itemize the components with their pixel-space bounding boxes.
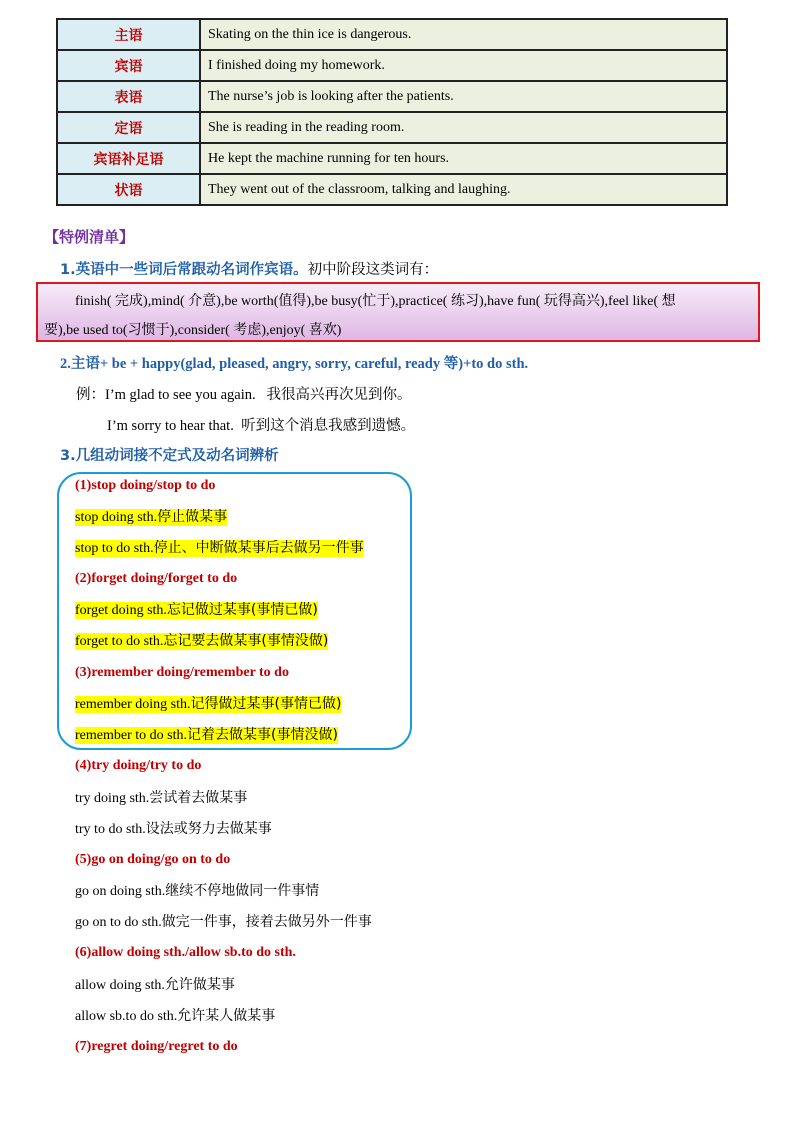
example-cell: I finished doing my homework. (200, 50, 727, 81)
line-en: go on to do sth. (75, 915, 162, 930)
gerund-verbs-box (36, 282, 760, 342)
group-line (75, 695, 341, 714)
point3-title-text: 3.几组动词接不定式及动名词辨析 (60, 448, 279, 464)
example-cell: She is reading in the reading room. (200, 112, 727, 143)
line-en: stop doing sth. (75, 510, 158, 525)
term-cell: 宾语补足语 (57, 143, 200, 174)
table-row (57, 174, 727, 205)
group-line (75, 789, 247, 808)
line-cn: 设法或努力去做某事 (145, 821, 272, 837)
term-cell: 宾语 (57, 50, 200, 81)
group-head: (1)stop doing/stop to do (75, 478, 216, 493)
gerund-verbs-line-1: finish( 完成),mind( 介意),be worth(值得),be busy(忙于),practice( 练习),have fun( 玩得高兴),feel like( 想 (75, 294, 676, 309)
point1-title (60, 258, 438, 279)
group-head: (6)allow doing sth./allow sb.to do sth. (75, 945, 296, 960)
group-head: (4)try doing/try to do (75, 758, 202, 773)
example-en: I’m glad to see you again. (105, 387, 256, 403)
line-en: forget doing sth. (75, 603, 167, 618)
group-line (75, 601, 318, 620)
example-cn: 我很高兴再次见到你。 (266, 387, 412, 403)
line-en: try doing sth. (75, 791, 150, 806)
point2-example-2 (107, 414, 415, 435)
example-cn: 听到这个消息我感到遗憾。 (241, 418, 416, 434)
grammar-function-table (56, 18, 728, 206)
line-cn: 忘记要去做某事(事情没做) (163, 633, 329, 649)
group-head: (5)go on doing/go on to do (75, 852, 231, 867)
term-cell: 主语 (57, 19, 200, 50)
example-cell: Skating on the thin ice is dangerous. (200, 19, 727, 50)
line-cn: 记得做过某事(事情已做) (190, 696, 342, 712)
line-en: allow doing sth. (75, 978, 165, 993)
line-cn: 继续不停地做同一件事情 (165, 883, 320, 899)
gerund-verbs-line-2: 要),be used to(习惯于),consider( 考虑),enjoy( 喜欢) (44, 323, 342, 338)
line-en: allow sb.to do sth. (75, 1009, 178, 1024)
line-en: forget to do sth. (75, 634, 164, 649)
line-en: try to do sth. (75, 822, 146, 837)
group-line (75, 539, 364, 558)
line-cn: 忘记做过某事(事情已做) (166, 602, 318, 618)
group-line (75, 882, 319, 901)
line-en: remember doing sth. (75, 697, 191, 712)
group-head: (3)remember doing/remember to do (75, 665, 289, 680)
point1-title-main: 1.英语中一些词后常跟动名词作宾语。 (60, 262, 308, 278)
table-row (57, 112, 727, 143)
table-row (57, 50, 727, 81)
group-line (75, 976, 235, 995)
point3-title (60, 444, 279, 465)
group-line (75, 1007, 275, 1026)
table-row (57, 81, 727, 112)
line-en: go on doing sth. (75, 884, 166, 899)
point1-title-tail: 初中阶段这类词有： (307, 262, 439, 278)
example-cell: The nurse’s job is looking after the patients. (200, 81, 727, 112)
line-cn: 做完一件事，接着去做另外一件事 (161, 914, 372, 930)
term-cell: 定语 (57, 112, 200, 143)
special-list-heading: 【特例清单】 (44, 228, 135, 246)
line-en: remember to do sth. (75, 728, 187, 743)
line-cn: 允许某人做某事 (177, 1008, 276, 1024)
term-cell: 状语 (57, 174, 200, 205)
line-cn: 记着去做某事(事情没做) (186, 727, 338, 743)
group-line (75, 820, 272, 839)
group-line (75, 913, 372, 932)
point2-title: 2.主语+ be + happy(glad, pleased, angry, sorry, careful, ready 等)+to do sth. (60, 356, 529, 372)
group-line (75, 632, 328, 651)
line-cn: 停止做某事 (157, 509, 228, 525)
group-head: (2)forget doing/forget to do (75, 571, 238, 586)
line-cn: 尝试着去做某事 (149, 790, 248, 806)
example-cell: They went out of the classroom, talking and laughing. (200, 174, 727, 205)
example-en: I’m sorry to hear that. (107, 418, 234, 434)
table-row (57, 143, 727, 174)
group-head: (7)regret doing/regret to do (75, 1039, 238, 1054)
example-label: 例： (76, 387, 105, 403)
line-en: stop to do sth. (75, 541, 154, 556)
line-cn: 停止、中断做某事后去做另一件事 (153, 540, 364, 556)
group-line (75, 726, 338, 745)
table-row (57, 19, 727, 50)
point2-example-1 (76, 383, 411, 404)
term-cell: 表语 (57, 81, 200, 112)
line-cn: 允许做某事 (164, 977, 235, 993)
example-cell: He kept the machine running for ten hours. (200, 143, 727, 174)
group-line (75, 508, 227, 527)
